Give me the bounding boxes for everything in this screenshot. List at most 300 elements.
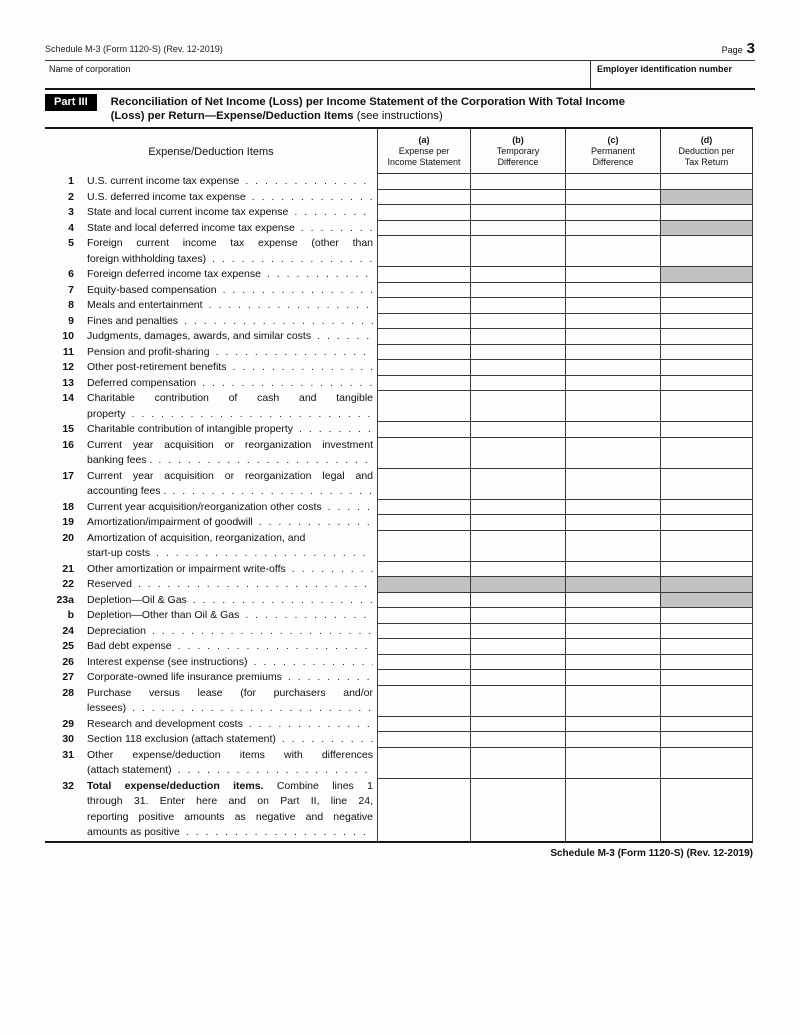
table-row: [45, 732, 753, 748]
col-header-c: [565, 129, 660, 174]
dot-leader: [212, 252, 373, 268]
amount-cell-6-d: [660, 267, 753, 283]
ein-label: Employer identification number: [597, 64, 733, 74]
table-row: [45, 283, 753, 299]
table-row: [45, 779, 753, 841]
dot-leader: [294, 205, 373, 221]
table-row: [45, 500, 753, 516]
amount-cell-5-a[interactable]: [377, 236, 470, 267]
dot-leader: [178, 763, 373, 779]
amount-cell-29-d[interactable]: [660, 717, 753, 733]
page-number: 3: [746, 40, 755, 57]
amount-cell-15-d[interactable]: [660, 422, 753, 438]
amount-cell-16-b[interactable]: [470, 438, 565, 469]
amount-cell-30-a[interactable]: [377, 732, 470, 748]
amount-cell-15-c[interactable]: [565, 422, 660, 438]
line-number: 28: [62, 686, 74, 699]
amount-cell-23a-b[interactable]: [470, 593, 565, 609]
amount-cell-10-a[interactable]: [377, 329, 470, 345]
part-iii-heading: [45, 94, 755, 123]
amount-cell-15-b[interactable]: [470, 422, 565, 438]
amount-cell-10-b[interactable]: [470, 329, 565, 345]
line-number: 27: [62, 671, 74, 683]
col-tag-b: (b): [512, 135, 524, 145]
amount-cell-27-c[interactable]: [565, 670, 660, 686]
dot-leader: [292, 562, 373, 578]
line-label: Other expense/deduction items with differences (attach statement) . . .: [79, 748, 377, 779]
amount-cell-18-d[interactable]: [660, 500, 753, 516]
table-row: [45, 360, 753, 376]
amount-cell-9-b[interactable]: [470, 314, 565, 330]
line-number: 5: [68, 237, 74, 249]
dot-leader: [209, 298, 373, 314]
amount-cell-7-d[interactable]: [660, 283, 753, 299]
amount-cell-14-c[interactable]: [565, 391, 660, 422]
line-label: Total expense/deduction items. Combine lines 1 through 31. Enter here and on Part II, line 24, reporting positive amounts as negative and negative amounts as positive . . .: [79, 779, 377, 841]
line-number: 4: [68, 221, 74, 234]
amount-cell-24-b[interactable]: [470, 624, 565, 640]
table-row: [45, 422, 753, 438]
amount-cell-12-d[interactable]: [660, 360, 753, 376]
line-number: 15: [62, 423, 74, 435]
amount-cell-12-c[interactable]: [565, 360, 660, 376]
col-subtitle-b2: Difference: [497, 157, 539, 167]
amount-cell-32-d[interactable]: [660, 779, 753, 841]
amount-cell-b-b[interactable]: [470, 608, 565, 624]
amount-cell-2-d: [660, 190, 753, 206]
amount-cell-22-a: [377, 577, 470, 593]
line-label: Meals and entertainment . . .: [79, 298, 377, 314]
line-number: 31: [62, 748, 74, 761]
col-subtitle-b1: Temporary: [496, 146, 540, 156]
amount-cell-1-d[interactable]: [660, 174, 753, 190]
table-row: [45, 376, 753, 392]
table-row: [45, 221, 753, 237]
table-row: [45, 190, 753, 206]
amount-cell-2-b[interactable]: [470, 190, 565, 206]
line-number: 25: [62, 640, 74, 652]
part-iii-badge: Part III: [45, 94, 97, 111]
line-label: Amortization/impairment of goodwill . . .: [79, 515, 377, 531]
table-row: [45, 205, 753, 221]
line-number: 2: [68, 190, 74, 203]
part-iii-title-line2-bold: (Loss) per Return—Expense/Deduction Items: [110, 110, 354, 122]
table-row: [45, 236, 753, 267]
amount-cell-18-b[interactable]: [470, 500, 565, 516]
dot-leader: [254, 655, 374, 671]
amount-cell-22-b: [470, 577, 565, 593]
amount-cell-9-d[interactable]: [660, 314, 753, 330]
dot-leader: [328, 500, 373, 516]
table-row: [45, 438, 753, 469]
page-indicator: [722, 40, 755, 58]
expense-deduction-table: [45, 127, 753, 843]
dot-leader: [216, 345, 373, 361]
line-label: Corporate-owned life insurance premiums . . .: [79, 670, 377, 686]
amount-cell-1-b[interactable]: [470, 174, 565, 190]
amount-cell-14-a[interactable]: [377, 391, 470, 422]
dot-leader: [152, 624, 373, 640]
line-label: Fines and penalties . . .: [79, 314, 377, 330]
line-number: 17: [62, 469, 74, 482]
line-number: 18: [62, 500, 74, 513]
part-iii-title-line1: Reconciliation of Net Income (Loss) per Income Statement of the Corporation With Total Income: [110, 96, 625, 108]
name-of-corporation-field[interactable]: [45, 61, 590, 88]
amount-cell-19-c[interactable]: [565, 515, 660, 531]
line-number: 14: [62, 392, 74, 404]
amount-cell-6-b[interactable]: [470, 267, 565, 283]
dot-leader: [156, 546, 373, 562]
dot-leader: [223, 283, 373, 299]
amount-cell-3-a[interactable]: [377, 205, 470, 221]
col-subtitle-a1: Expense per: [398, 146, 450, 156]
amount-cell-21-c[interactable]: [565, 562, 660, 578]
line-label: Other post-retirement benefits . . .: [79, 360, 377, 376]
amount-cell-22-c: [565, 577, 660, 593]
amount-cell-31-a[interactable]: [377, 748, 470, 779]
table-row: [45, 314, 753, 330]
table-row: [45, 686, 753, 717]
section-divider: [45, 88, 755, 90]
amount-cell-8-c[interactable]: [565, 298, 660, 314]
line-number: 7: [68, 283, 74, 296]
table-row: [45, 639, 753, 655]
amount-cell-19-d[interactable]: [660, 515, 753, 531]
amount-cell-31-c[interactable]: [565, 748, 660, 779]
table-row: [45, 670, 753, 686]
amount-cell-29-b[interactable]: [470, 717, 565, 733]
col-subtitle-c1: Permanent: [590, 146, 636, 156]
col-header-b: [470, 129, 565, 174]
amount-cell-b-d[interactable]: [660, 608, 753, 624]
col-subtitle-d2: Tax Return: [684, 157, 729, 167]
amount-cell-4-d: [660, 221, 753, 237]
line-number: 19: [62, 516, 74, 528]
amount-cell-17-b[interactable]: [470, 469, 565, 500]
dot-leader: [172, 484, 373, 500]
amount-cell-20-c[interactable]: [565, 531, 660, 562]
table-row: [45, 717, 753, 733]
line-label: U.S. current income tax expense . . .: [79, 174, 377, 190]
line-label: Current year acquisition or reorganization investment banking fees . . . .: [79, 438, 377, 469]
table-row: [45, 515, 753, 531]
dot-leader: [193, 593, 373, 609]
amount-cell-22-d: [660, 577, 753, 593]
line-label: Judgments, damages, awards, and similar costs . . .: [79, 329, 377, 345]
amount-cell-30-b[interactable]: [470, 732, 565, 748]
amount-cell-21-a[interactable]: [377, 562, 470, 578]
table-row: [45, 748, 753, 779]
amount-cell-20-b[interactable]: [470, 531, 565, 562]
amount-cell-7-a[interactable]: [377, 283, 470, 299]
amount-cell-16-c[interactable]: [565, 438, 660, 469]
table-row: [45, 298, 753, 314]
amount-cell-28-a[interactable]: [377, 686, 470, 717]
amount-cell-25-b[interactable]: [470, 639, 565, 655]
amount-cell-14-b[interactable]: [470, 391, 565, 422]
line-number: 8: [68, 299, 74, 311]
amount-cell-11-a[interactable]: [377, 345, 470, 361]
table-row: [45, 624, 753, 640]
amount-cell-27-a[interactable]: [377, 670, 470, 686]
line-label: Research and development costs . . .: [79, 717, 377, 733]
amount-cell-24-c[interactable]: [565, 624, 660, 640]
amount-cell-26-a[interactable]: [377, 655, 470, 671]
amount-cell-11-c[interactable]: [565, 345, 660, 361]
line-number: 22: [62, 578, 74, 590]
dot-leader: [259, 515, 373, 531]
amount-cell-8-a[interactable]: [377, 298, 470, 314]
dot-leader: [252, 190, 373, 206]
table-row: [45, 345, 753, 361]
line-label: Interest expense (see instructions) . . .: [79, 655, 377, 671]
line-label: Purchase versus lease (for purchasers and/or lessees) . . .: [79, 686, 377, 717]
amount-cell-10-d[interactable]: [660, 329, 753, 345]
dot-leader: [317, 329, 373, 345]
items-column-header: Expense/Deduction Items: [148, 145, 274, 158]
col-tag-a: (a): [418, 135, 430, 145]
ein-field[interactable]: [590, 61, 755, 88]
amount-cell-11-d[interactable]: [660, 345, 753, 361]
line-number: 26: [62, 655, 74, 668]
line-number: b: [67, 609, 74, 621]
amount-cell-16-d[interactable]: [660, 438, 753, 469]
amount-cell-4-b[interactable]: [470, 221, 565, 237]
line-number: 21: [62, 562, 74, 575]
table-row: [45, 391, 753, 422]
line-number: 32: [62, 779, 74, 792]
table-row: [45, 608, 753, 624]
amount-cell-25-d[interactable]: [660, 639, 753, 655]
amount-cell-1-c[interactable]: [565, 174, 660, 190]
line-label: Depletion—Other than Oil & Gas . . .: [79, 608, 377, 624]
amount-cell-26-d[interactable]: [660, 655, 753, 671]
col-header-a: [377, 129, 470, 174]
table-body: [45, 174, 753, 841]
amount-cell-14-d[interactable]: [660, 391, 753, 422]
amount-cell-23a-d: [660, 593, 753, 609]
amount-cell-18-c[interactable]: [565, 500, 660, 516]
amount-cell-17-d[interactable]: [660, 469, 753, 500]
dot-leader: [132, 407, 373, 423]
amount-cell-9-c[interactable]: [565, 314, 660, 330]
dot-leader: [232, 360, 373, 376]
amount-cell-24-d[interactable]: [660, 624, 753, 640]
table-row: [45, 174, 753, 190]
amount-cell-4-a[interactable]: [377, 221, 470, 237]
amount-cell-13-b[interactable]: [470, 376, 565, 392]
amount-cell-17-a[interactable]: [377, 469, 470, 500]
line-label: Current year acquisition or reorganization legal and accounting fees . . . .: [79, 469, 377, 500]
amount-cell-10-c[interactable]: [565, 329, 660, 345]
amount-cell-12-a[interactable]: [377, 360, 470, 376]
line-number: 23a: [56, 593, 74, 606]
amount-cell-4-c[interactable]: [565, 221, 660, 237]
line-number: 24: [62, 624, 74, 637]
amount-cell-5-d[interactable]: [660, 236, 753, 267]
amount-cell-8-b[interactable]: [470, 298, 565, 314]
table-row: [45, 329, 753, 345]
dot-leader: [282, 732, 373, 748]
dot-leader: [158, 453, 373, 469]
table-row: [45, 531, 753, 562]
table-header: [45, 129, 753, 174]
table-row: [45, 593, 753, 609]
amount-cell-25-c[interactable]: [565, 639, 660, 655]
line-number: 29: [62, 717, 74, 730]
amount-cell-3-c[interactable]: [565, 205, 660, 221]
amount-cell-21-b[interactable]: [470, 562, 565, 578]
line-label: Depletion—Oil & Gas . . .: [79, 593, 377, 609]
amount-cell-26-c[interactable]: [565, 655, 660, 671]
dot-leader: [301, 221, 373, 237]
amount-cell-31-b[interactable]: [470, 748, 565, 779]
amount-cell-20-d[interactable]: [660, 531, 753, 562]
dot-leader: [267, 267, 373, 283]
amount-cell-7-b[interactable]: [470, 283, 565, 299]
line-number: 1: [68, 175, 74, 187]
amount-cell-30-c[interactable]: [565, 732, 660, 748]
line-label: Deferred compensation . . .: [79, 376, 377, 392]
table-row: [45, 267, 753, 283]
line-label: Depreciation . . .: [79, 624, 377, 640]
line-label: Bad debt expense . . .: [79, 639, 377, 655]
amount-cell-27-b[interactable]: [470, 670, 565, 686]
table-row: [45, 469, 753, 500]
amount-cell-30-d[interactable]: [660, 732, 753, 748]
col-tag-c: (c): [607, 135, 619, 145]
line-label: Charitable contribution of cash and tangible property . . .: [79, 391, 377, 422]
table-row: [45, 577, 753, 593]
part-iii-title: [111, 94, 625, 123]
amount-cell-24-a[interactable]: [377, 624, 470, 640]
amount-cell-7-c[interactable]: [565, 283, 660, 299]
line-label: Charitable contribution of intangible property . . .: [79, 422, 377, 438]
line-label: Current year acquisition/reorganization other costs . . .: [79, 500, 377, 516]
amount-cell-32-a[interactable]: [377, 779, 470, 841]
amount-cell-13-d[interactable]: [660, 376, 753, 392]
amount-cell-b-c[interactable]: [565, 608, 660, 624]
amount-cell-32-b[interactable]: [470, 779, 565, 841]
line-number: 3: [68, 206, 74, 218]
col-subtitle-d1: Deduction per: [678, 146, 735, 156]
line-number: 11: [62, 345, 74, 358]
col-subtitle-a2: Income Statement: [387, 157, 461, 167]
dot-leader: [178, 639, 373, 655]
amount-cell-6-a[interactable]: [377, 267, 470, 283]
amount-cell-31-d[interactable]: [660, 748, 753, 779]
line-number: 30: [62, 733, 74, 745]
amount-cell-19-b[interactable]: [470, 515, 565, 531]
amount-cell-19-a[interactable]: [377, 515, 470, 531]
amount-cell-23a-a[interactable]: [377, 593, 470, 609]
table-row: [45, 655, 753, 671]
amount-cell-20-a[interactable]: [377, 531, 470, 562]
line-label: Amortization of acquisition, reorganization, and start-up costs . . .: [79, 531, 377, 562]
line-label: Equity-based compensation . . .: [79, 283, 377, 299]
col-tag-d: (d): [700, 135, 713, 145]
table-row: [45, 562, 753, 578]
amount-cell-21-d[interactable]: [660, 562, 753, 578]
col-header-d: [660, 129, 753, 174]
amount-cell-18-a[interactable]: [377, 500, 470, 516]
line-label: State and local deferred income tax expense . . .: [79, 221, 377, 237]
col-subtitle-c2: Difference: [592, 157, 634, 167]
amount-cell-32-c[interactable]: [565, 779, 660, 841]
amount-cell-29-c[interactable]: [565, 717, 660, 733]
dot-leader: [249, 717, 373, 733]
amount-cell-2-c[interactable]: [565, 190, 660, 206]
amount-cell-2-a[interactable]: [377, 190, 470, 206]
amount-cell-28-c[interactable]: [565, 686, 660, 717]
amount-cell-12-b[interactable]: [470, 360, 565, 376]
amount-cell-b-a[interactable]: [377, 608, 470, 624]
line-label: Reserved . . .: [79, 577, 377, 593]
name-of-corporation-label: Name of corporation: [49, 64, 131, 74]
amount-cell-6-c[interactable]: [565, 267, 660, 283]
amount-cell-29-a[interactable]: [377, 717, 470, 733]
amount-cell-23a-c[interactable]: [565, 593, 660, 609]
dot-leader: [186, 825, 373, 841]
amount-cell-15-a[interactable]: [377, 422, 470, 438]
amount-cell-9-a[interactable]: [377, 314, 470, 330]
line-number: 20: [62, 531, 74, 544]
amount-cell-5-c[interactable]: [565, 236, 660, 267]
line-label: U.S. deferred income tax expense . . .: [79, 190, 377, 206]
amount-cell-16-a[interactable]: [377, 438, 470, 469]
see-instructions-note: (see instructions): [353, 110, 443, 122]
dot-leader: [245, 174, 373, 190]
amount-cell-8-d[interactable]: [660, 298, 753, 314]
amount-cell-28-d[interactable]: [660, 686, 753, 717]
amount-cell-13-c[interactable]: [565, 376, 660, 392]
line-label: Other amortization or impairment write-offs . . .: [79, 562, 377, 578]
schedule-id-text: Schedule M-3 (Form 1120-S) (Rev. 12-2019): [45, 44, 223, 54]
amount-cell-25-a[interactable]: [377, 639, 470, 655]
amount-cell-27-d[interactable]: [660, 670, 753, 686]
amount-cell-26-b[interactable]: [470, 655, 565, 671]
dot-leader: [288, 670, 373, 686]
line-label: Foreign deferred income tax expense . . .: [79, 267, 377, 283]
dot-leader: [138, 577, 373, 593]
line-number: 12: [62, 361, 74, 373]
amount-cell-3-d[interactable]: [660, 205, 753, 221]
amount-cell-28-b[interactable]: [470, 686, 565, 717]
amount-cell-1-a[interactable]: [377, 174, 470, 190]
footer-form-id: Schedule M-3 (Form 1120-S) (Rev. 12-2019): [550, 848, 753, 859]
page-word: Page: [721, 45, 743, 55]
line-number: 9: [68, 314, 74, 327]
line-number: 13: [62, 376, 74, 389]
amount-cell-11-b[interactable]: [470, 345, 565, 361]
line-label: Foreign current income tax expense (other than foreign withholding taxes) . . .: [79, 236, 377, 267]
line-label: Section 118 exclusion (attach statement) . . .: [79, 732, 377, 748]
dot-leader: [184, 314, 373, 330]
dot-leader: [299, 422, 373, 438]
dot-leader: [245, 608, 373, 624]
line-number: 6: [68, 268, 74, 280]
dot-leader: [132, 701, 373, 717]
amount-cell-5-b[interactable]: [470, 236, 565, 267]
part-iii-title-line2: [111, 109, 625, 123]
amount-cell-13-a[interactable]: [377, 376, 470, 392]
amount-cell-17-c[interactable]: [565, 469, 660, 500]
dot-leader: [202, 376, 373, 392]
amount-cell-3-b[interactable]: [470, 205, 565, 221]
line-label-bold-lead: Total expense/deduction items.: [87, 779, 264, 792]
line-label: Pension and profit-sharing . . .: [79, 345, 377, 361]
line-label: State and local current income tax expense . . .: [79, 205, 377, 221]
